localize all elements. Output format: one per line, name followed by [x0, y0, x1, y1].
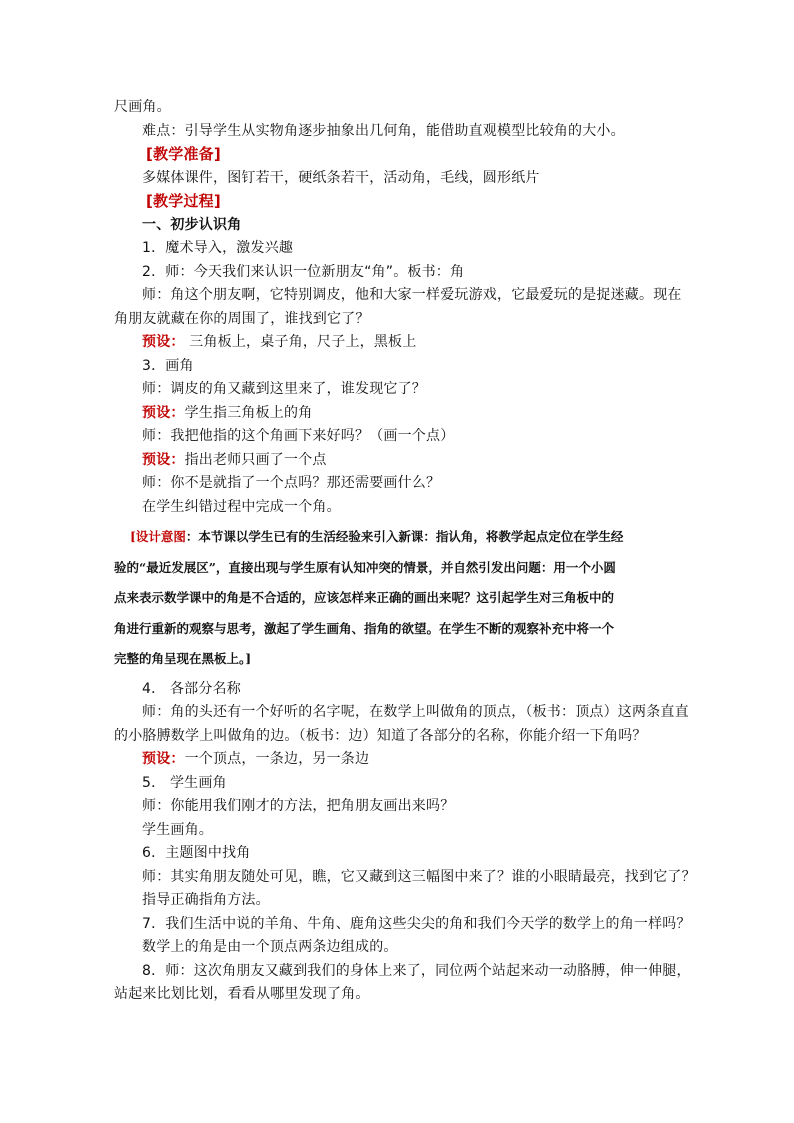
text-line: 师：角的头还有一个好听的名字呢，在数学上叫做角的顶点，（板书：顶点）这两条直直 [142, 704, 689, 720]
heading-process: [教学过程] [146, 192, 221, 210]
preset-label: 预设： [142, 404, 185, 421]
design-intent-line [114, 522, 684, 553]
preset-text: 一个顶点，一条边，另一条边 [184, 751, 370, 767]
design-intent-line: 角进行重新的观察与思考，激起了学生画角、指角的欲望。在学生不断的观察补充中将一个 [114, 620, 615, 636]
text-line: 师：我把他指的这个角画下来好吗？（画一个点） [142, 428, 455, 444]
text-line: 师：调皮的角又藏到这里来了，谁发现它了？ [142, 381, 426, 397]
text-line: 学生画角。 [142, 821, 213, 838]
preset-text: 学生指三角板上的角 [184, 404, 313, 421]
text-line: 师：你能用我们刚才的方法，把角朋友画出来吗？ [142, 798, 455, 814]
preset-text: 三角板上，桌子角，尺子上，黑板上 [184, 334, 417, 350]
document-body [114, 96, 696, 1007]
text-line: 的小胳膊数学上叫做角的边。（板书：边）知道了各部分的名称，你能介绍一下角吗？ [114, 727, 647, 744]
step-6: 6．主题图中找角 [142, 845, 251, 861]
heading-preparation: [教学准备] [146, 145, 221, 163]
step-1: 1．魔术导入，激发兴趣 [142, 240, 294, 256]
text-line: 尺画角。 [114, 99, 171, 115]
preset-label: 预设： [142, 751, 185, 767]
preset-text: 指出老师只画了一个点 [184, 451, 327, 468]
text-line: 站起来比划比划，看看从哪里发现了角。 [114, 986, 370, 1002]
preset-line [114, 402, 684, 426]
step-5: 5． 学生画角 [142, 774, 227, 791]
section-1-title: 一、初步认识角 [142, 216, 242, 233]
design-intent-label: [设计意图 [130, 529, 186, 544]
preset-line [114, 331, 684, 355]
preparation-line: 多媒体课件，图钉若干，硬纸条若干，活动角，毛线，圆形纸片 [142, 169, 540, 186]
step-8: 8．师：这次角朋友又藏到我们的身体上来了，同位两个站起来动一动胳膊，伸一伸腿， [142, 962, 691, 979]
design-intent-line: 点来表示数学课中的角是不合适的，应该怎样来正确的画出来呢？这引起学生对三角板中的 [114, 590, 615, 605]
preset-label: 预设： [142, 451, 185, 468]
text-line: 数学上的角是由一个顶点两条边组成的。 [142, 939, 398, 955]
preset-line [114, 449, 684, 473]
design-intent-text: ：本节课以学生已有的生活经验来引入新课：指认角，将教学起点定位在学生经 [185, 529, 624, 544]
text-line: 师：角这个朋友啊，它特别调皮，他和大家一样爱玩游戏，它最爱玩的是捉迷藏。现在 [142, 287, 682, 303]
difficulty-line: 难点：引导学生从实物角逐步抽象出几何角，能借助直观模型比较角的大小。 [142, 122, 625, 139]
step-7: 7．我们生活中说的羊角、牛角、鹿角这些尖尖的角和我们今天学的数学上的角一样吗？ [142, 915, 691, 932]
preset-label: 预设： [142, 334, 185, 350]
step-3: 3．画角 [142, 357, 194, 374]
preset-line [114, 748, 684, 772]
text-line: 指导正确指角方法。 [142, 892, 270, 908]
text-line: 在学生纠错过程中完成一个角。 [142, 498, 341, 515]
design-intent-line: 完整的角呈现在黑板上。] [114, 651, 252, 666]
text-line: 师：其实角朋友随处可见，瞧，它又藏到这三幅图中来了？谁的小眼睛最亮，找到它了？ [142, 868, 696, 885]
step-4: 4． 各部分名称 [142, 680, 241, 697]
step-2: 2．师：今天我们来认识一位新朋友“角”。板书：角 [142, 263, 465, 280]
design-intent-line: 验的“最近发展区”，直接出现与学生原有认知冲突的情景，并自然引发出问题：用一个小圆 [114, 559, 616, 575]
text-line: 角朋友就藏在你的周围了，谁找到它了？ [114, 310, 370, 327]
text-line: 师：你不是就指了一个点吗？那还需要画什么？ [142, 475, 441, 491]
